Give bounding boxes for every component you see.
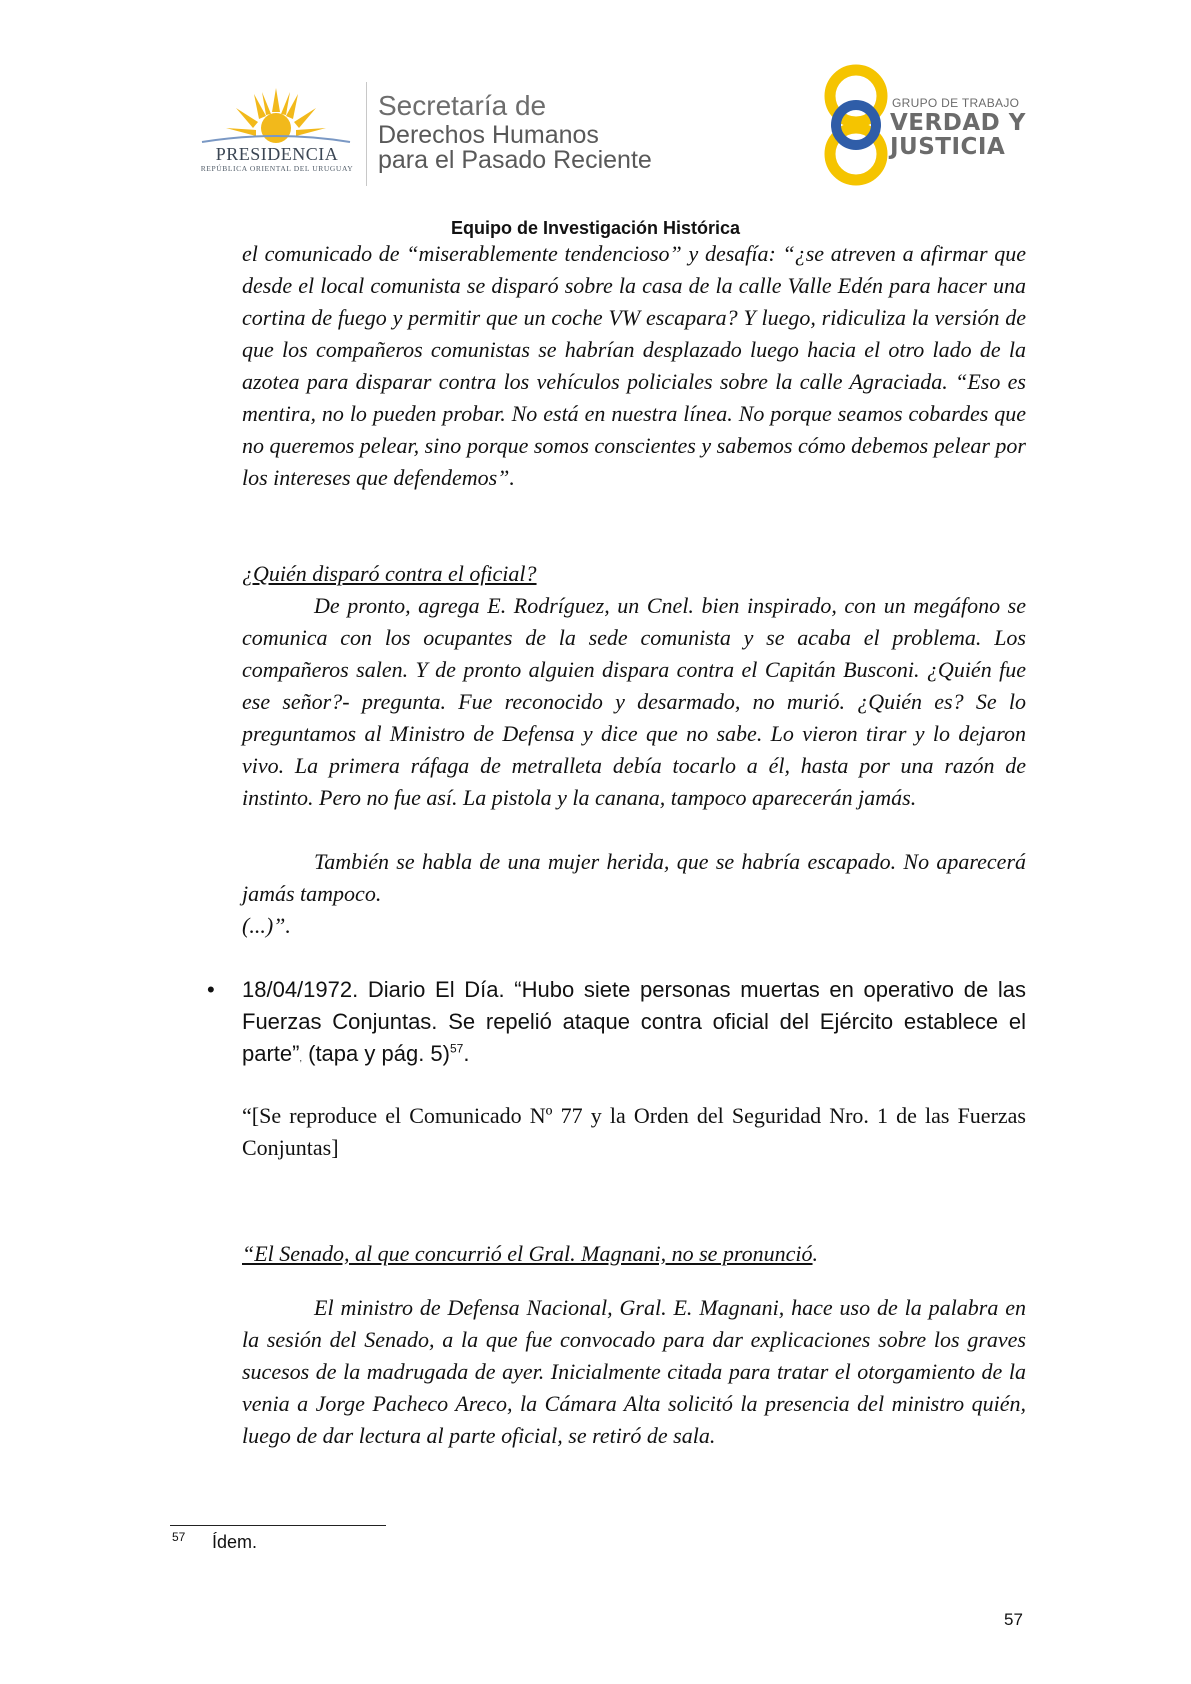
paragraph-rodriguez: De pronto, agrega E. Rodríguez, un Cnel. bien inspirado, con un megáfono se comunica con los ocupantes de la sede comunista y se acaba el problema. Los compañeros salen. Y de pronto alguien dispara contra el Capitán Busconi. ¿Quién fue ese señor?- pregunta. Fue reconocido y desarmado, no murió. ¿Quién es? Se lo preguntamos al Ministro de Defensa y dice que no sabe. Lo vieron tirar y lo dejaron vivo. La primera ráfaga de metralleta debía tocarlo a él, hasta por una razón de instinto. Pero no fue así. La pistola y la canana, tampoco aparecerán jamás. <box>242 593 1026 810</box>
header-divider <box>366 82 367 186</box>
bullet-marker: • <box>207 977 215 1002</box>
footnote-text: Ídem. <box>212 1532 258 1552</box>
secretaria-line-3: para el Pasado Reciente <box>378 146 652 174</box>
footnote-reference[interactable]: 57 <box>449 1041 464 1056</box>
bullet-text: 18/04/1972. Diario El Día. “Hubo siete personas muertas en operativo de las Fuerzas Conjuntas. Se repelió ataque contra oficial del Ejército establece el parte” <box>242 977 1026 1066</box>
vj-verdad-label: VERDAD Y <box>890 110 1026 136</box>
bullet-tail: (tapa y pág. 5) <box>302 1041 450 1066</box>
subheading-who-fired <box>242 558 1026 590</box>
bullet-end: . <box>463 1041 470 1066</box>
subheading-senado-text: “El Senado, al que concurrió el Gral. Magnani, no se pronunció <box>242 1241 813 1266</box>
subheading-senado <box>242 1238 1026 1270</box>
page-number: 57 <box>1004 1610 1023 1629</box>
paragraph-comunicado: “[Se reproduce el Comunicado Nº 77 y la Orden del Seguridad Nro. 1 de las Fuerzas Conjuntas] <box>242 1103 1026 1160</box>
paragraph-wounded-woman: También se habla de una mujer herida, que se habría escapado. No aparecerá jamás tampoco. <box>242 849 1026 906</box>
paragraph-ellipsis: (...)”. <box>242 913 291 938</box>
footnote-separator <box>170 1525 386 1526</box>
paragraph-continuation: el comunicado de “miserablemente tendencioso” y desafía: “¿se atreven a afirmar que desde el local comunista se disparó sobre la casa de la calle Valle Edén para hacer una cortina de fuego y permitir que un coche VW escapara? Y luego, ridiculiza la versión de que los compañeros comunistas se habrían desplazado luego hacia el otro lado de la azotea para disparar contra los vehículos policiales sobre la calle Agraciada. “Eso es mentira, no lo pueden probar. No está en nuestra línea. No porque seamos cobardes que no queremos pelear, sino porque somos conscientes y sabemos cómo debemos pelear por los intereses que defendemos”. <box>242 241 1026 490</box>
vj-justicia-label: JUSTICIA <box>890 134 1006 160</box>
presidencia-subtitle: REPÚBLICA ORIENTAL DEL URUGUAY <box>200 164 354 173</box>
team-title: Equipo de Investigación Histórica <box>450 218 741 238</box>
subheading-text: ¿Quién disparó contra el oficial? <box>242 561 537 586</box>
secretaria-line-1: Secretaría de <box>378 90 547 121</box>
vj-group-label: GRUPO DE TRABAJO <box>892 96 1020 110</box>
bullet-comma: , <box>299 1053 302 1063</box>
subheading-senado-end: . <box>812 1241 819 1266</box>
verdad-justicia-rings-logo <box>812 64 900 188</box>
footnote-number: 57 <box>172 1530 186 1544</box>
presidencia-wordmark: PRESIDENCIA <box>215 144 339 164</box>
secretaria-line-2: Derechos Humanos <box>378 121 599 149</box>
bullet-item-el-dia <box>242 974 1026 1074</box>
paragraph-magnani: El ministro de Defensa Nacional, Gral. E. Magnani, hace uso de la palabra en la sesión del Senado, a la que fue convocado para dar explicaciones sobre los graves sucesos de la madrugada de ayer. Inicialmente citada para tratar el otorgamiento de la venia a Jorge Pacheco Areco, la Cámara Alta solicitó la presencia del ministro quién, luego de dar lectura al parte oficial, se retiró de sala. <box>242 1295 1026 1448</box>
